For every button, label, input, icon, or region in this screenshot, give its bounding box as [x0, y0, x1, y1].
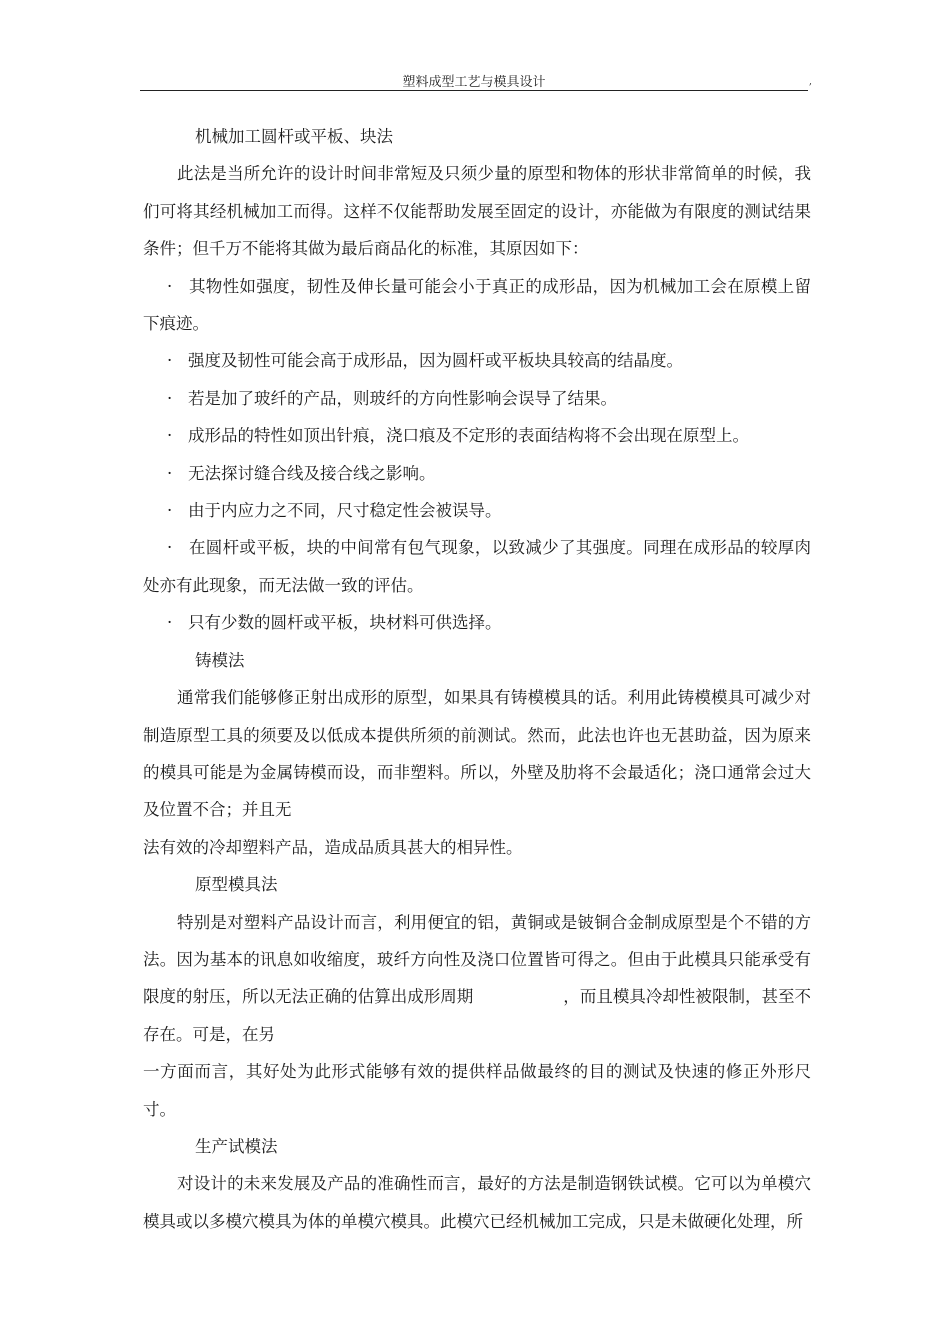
bullet-dot: ·: [167, 613, 173, 633]
bullet-item: [143, 417, 811, 454]
bullet-text: 无法探讨缝合线及接合线之影响。: [188, 463, 436, 483]
bullet-text: 在圆杆或平板，块的中间常有包气现象，以致减少了其强度。同理在成形品的较厚肉处亦有此现象，而无法做一致的评估。: [143, 538, 811, 595]
bullet-dot: ·: [167, 276, 173, 296]
bullet-text: 由于内应力之不同，尺寸稳定性会被误导。: [188, 501, 502, 521]
bullet-text: 其物性如强度，韧性及伸长量可能会小于真正的成形品，因为机械加工会在原模上留下痕迹。: [143, 276, 811, 334]
bullet-item: [143, 342, 811, 379]
section-heading-casting: 铸模法: [195, 650, 245, 670]
page-header: [140, 70, 812, 91]
prototype-mold-paragraph-continued: 一方面而言，其好处为此形式能够有效的提供样品做最终的目的测试及快速的修正外形尺寸。: [143, 1062, 811, 1119]
bullet-dot: ·: [167, 426, 173, 446]
bullet-dot: ·: [167, 463, 173, 483]
prototype-mold-paragraph: [143, 904, 811, 1054]
bullet-item: [143, 268, 811, 343]
bullet-text: 若是加了玻纤的产品，则玻纤的方向性影响会误导了结果。: [188, 388, 617, 408]
bullet-dot: ·: [167, 388, 173, 408]
bullet-text: 成形品的特性如顶出针痕，浇口痕及不定形的表面结构将不会出现在原型上。: [188, 426, 749, 446]
production-trial-paragraph: 对设计的未来发展及产品的准确性而言，最好的方法是制造钢铁试模。它可以为单模穴模具或以多模穴模具为体的单模穴模具。此模穴已经机械加工完成，只是未做硬化处理，所: [143, 1174, 811, 1231]
bullet-item: [143, 604, 811, 641]
document-body: [143, 118, 811, 1240]
header-title: 塑料成型工艺与模具设计: [402, 75, 546, 90]
bullet-dot: ·: [167, 501, 173, 521]
bullet-item: [143, 529, 811, 604]
casting-paragraph-continued: 法有效的冷却塑料产品，造成品质具甚大的相异性。: [143, 837, 523, 857]
bullet-item: [143, 492, 811, 529]
bullet-item: [143, 380, 811, 417]
bullet-dot: ·: [167, 538, 173, 558]
section-heading-prototype-mold: 原型模具法: [195, 875, 278, 895]
section-heading-production-trial: 生产试模法: [195, 1136, 278, 1156]
prototype-mold-text-a: 特别是对塑料产品设计而言，利用便宜的铝，黄铜或是铍铜合金制成原型是个不错的方法。因为基本的讯息如收缩度，玻纤方向性及浇口位置皆可得之。但由于此模具只能承受有限度的射压，所以无法正确的估算出成形周期: [143, 912, 811, 1007]
prototype-mold-text-b: ，而且模具冷却性被限制，甚至不存在。可是，在另: [143, 987, 812, 1044]
casting-paragraph: 通常我们能够修正射出成形的原型，如果具有铸模模具的话。利用此铸模模具可减少对制造原型工具的须要及以低成本提供所须的前测试。然而，此法也许也无甚助益，因为原来的模具可能是为金属铸模而设，而非塑料。所以，外壁及肋将不会最适化；浇口通常会过大及位置不合；并且无: [143, 688, 811, 820]
header-mark: ,: [808, 76, 812, 87]
bullet-text: 只有少数的圆杆或平板，块材料可供选择。: [188, 613, 502, 633]
bullet-item: [143, 455, 811, 492]
bullet-text: 强度及韧性可能会高于成形品，因为圆杆或平板块具较高的结晶度。: [188, 351, 683, 371]
machining-intro: 此法是当所允许的设计时间非常短及只须少量的原型和物体的形状非常简单的时候，我们可将其经机械加工而得。这样不仅能帮助发展至固定的设计，亦能做为有限度的测试结果条件；但千万不能将其做为最后商品化的标准，其原因如下：: [143, 164, 811, 259]
section-heading-machining: 机械加工圆杆或平板、块法: [195, 127, 393, 146]
bullet-dot: ·: [167, 351, 173, 371]
